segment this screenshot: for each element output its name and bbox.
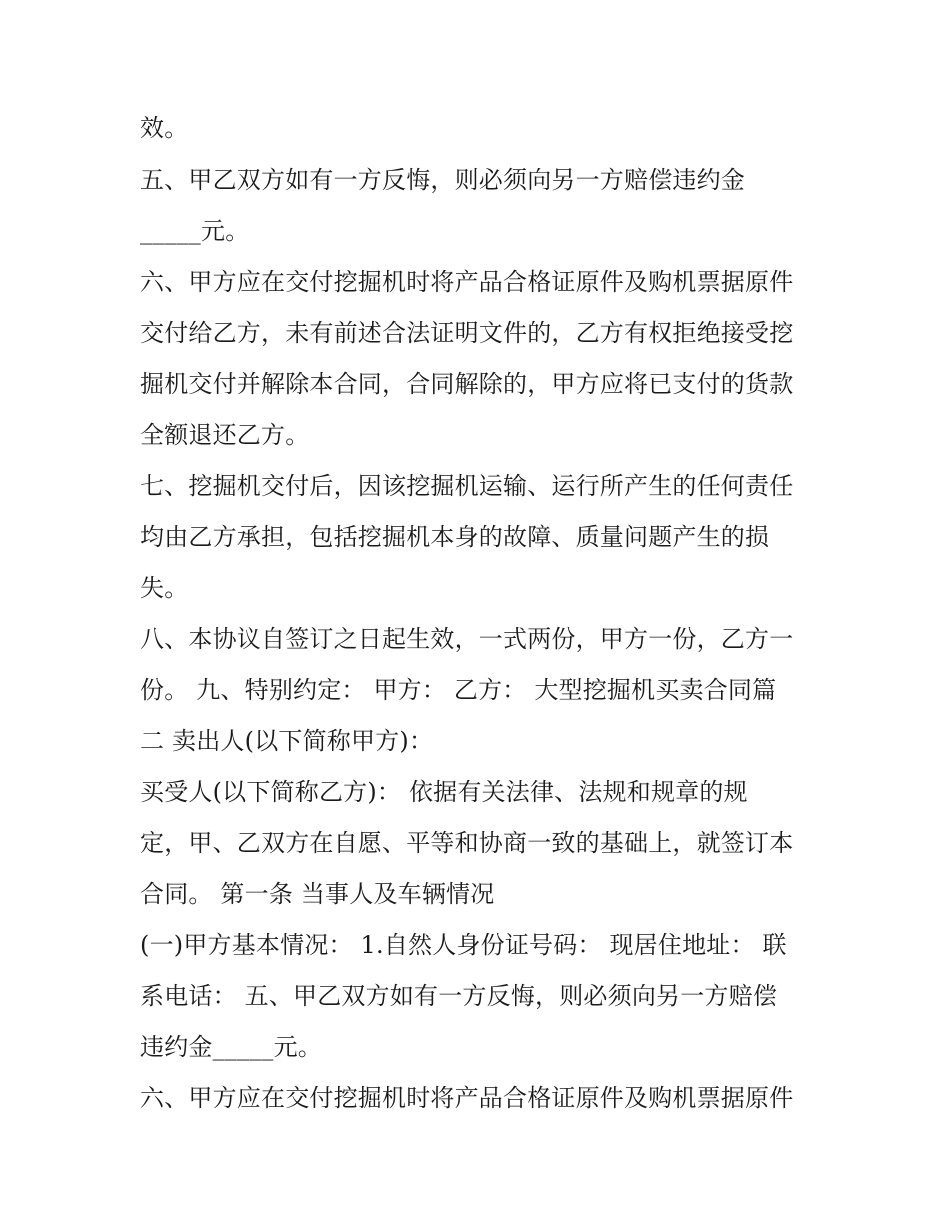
text-line: 违约金_____元。 [140, 1033, 322, 1061]
text-line: 二 卖出人(以下简称甲方)： [140, 727, 434, 755]
text-line: 合同。 第一条 当事人及车辆情况 [140, 880, 495, 908]
text-line: 均由乙方承担，包括挖掘机本身的故障、质量问题产生的损 [140, 523, 770, 551]
text-line: 买受人(以下简称乙方)： 依据有关法律、法规和规章的规 [140, 778, 748, 806]
text-line: 七、挖掘机交付后，因该挖掘机运输、运行所产生的任何责任 [140, 472, 794, 500]
text-line: 交付给乙方，未有前述合法证明文件的，乙方有权拒绝接受挖 [140, 319, 794, 347]
text-line: 失。 [140, 574, 189, 602]
text-line: 定，甲、乙双方在自愿、平等和协商一致的基础上，就签订本 [140, 829, 794, 857]
text-line: 系电话： 五、甲乙双方如有一方反悔，则必须向另一方赔偿 [140, 982, 778, 1010]
text-line: 效。 [140, 114, 189, 142]
text-line: 六、甲方应在交付挖掘机时将产品合格证原件及购机票据原件 [140, 268, 794, 296]
text-line: 五、甲乙双方如有一方反悔，则必须向另一方赔偿违约金 [140, 166, 745, 194]
text-line: 六、甲方应在交付挖掘机时将产品合格证原件及购机票据原件 [140, 1084, 794, 1112]
text-line: 掘机交付并解除本合同，合同解除的，甲方应将已支付的货款 [140, 370, 794, 398]
text-line: _____元。 [140, 217, 250, 245]
text-line: 八、本协议自签订之日起生效，一式两份，甲方一份，乙方一 [140, 625, 794, 653]
text-line: (一)甲方基本情况： 1.自然人身份证号码： 现居住地址： 联 [140, 931, 787, 959]
text-line: 全额退还乙方。 [140, 421, 310, 449]
text-line: 份。 九、特别约定： 甲方： 乙方： 大型挖掘机买卖合同篇 [140, 676, 777, 704]
